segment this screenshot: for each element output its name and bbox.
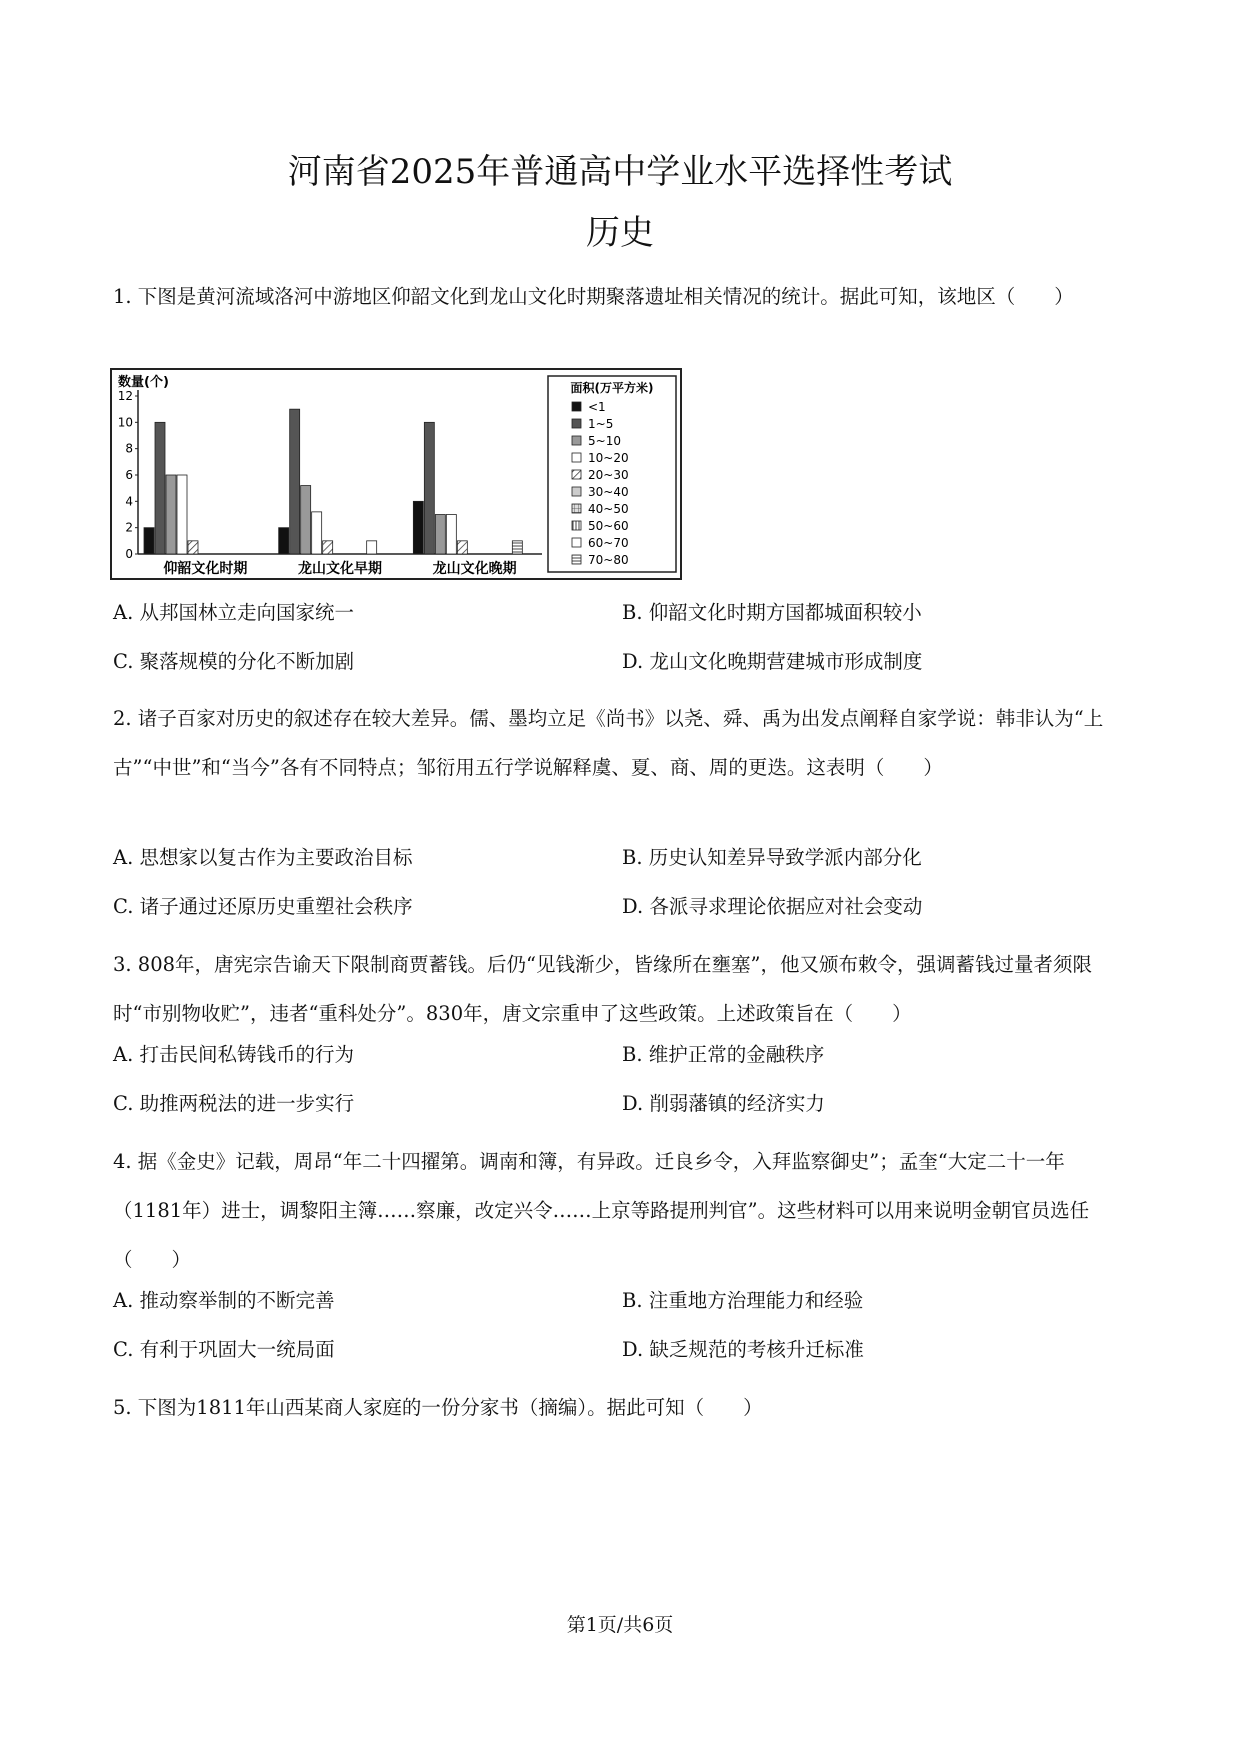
legend-swatch-9 <box>572 555 581 564</box>
bar-2-2 <box>435 515 445 555</box>
legend-swatch-2 <box>572 436 581 445</box>
legend-swatch-6 <box>572 504 581 513</box>
x-tick-label-0: 仰韶文化时期 <box>163 561 248 577</box>
bar-0-2 <box>166 475 176 554</box>
question-5-stem: 5. 下图为1811年山西某商人家庭的一份分家书（摘编）。据此可知（ ） <box>113 1396 763 1419</box>
q1-option-d[interactable]: D. 龙山文化晚期营建城市形成制度 <box>622 650 923 673</box>
y-tick-label-4: 8 <box>125 441 133 456</box>
q4-option-c[interactable]: C. 有利于巩固大一统局面 <box>113 1338 335 1361</box>
legend-label-4: 20~30 <box>588 468 629 482</box>
bar-2-1 <box>424 422 434 554</box>
q4-option-d[interactable]: D. 缺乏规范的考核升迁标准 <box>622 1338 864 1361</box>
bar-1-8 <box>367 541 377 554</box>
question-1-stem: 1. 下图是黄河流域洛河中游地区仰韶文化到龙山文化时期聚落遗址相关情况的统计。据此可知，该地区（ ） <box>113 285 1074 308</box>
question-4-stem: 4. 据《金史》记载，周昂“年二十四擢第。调南和簿，有异政。迁良乡令，入拜监察御史”；孟奎“大定二十一年（1181年）进士，调黎阳主簿……察廉，改定兴令……上京等路提刑判官”。这些材料可以用来说明金朝官员选任（ ） <box>113 1150 1090 1271</box>
bar-1-3 <box>312 512 322 554</box>
settlement-bar-chart <box>110 368 682 580</box>
legend-swatch-1 <box>572 419 581 428</box>
q3-option-c[interactable]: C. 助推两税法的进一步实行 <box>113 1092 355 1115</box>
legend-swatch-4 <box>572 470 581 479</box>
bar-0-4 <box>188 541 198 554</box>
bar-2-3 <box>446 515 456 555</box>
q2-option-a[interactable]: A. 思想家以复古作为主要政治目标 <box>113 846 413 869</box>
y-tick-label-6: 12 <box>117 389 133 403</box>
q2-option-b[interactable]: B. 历史认知差异导致学派内部分化 <box>622 846 922 869</box>
y-tick-label-3: 6 <box>125 468 133 482</box>
y-tick-label-2: 4 <box>125 494 133 509</box>
x-tick-label-2: 龙山文化晚期 <box>432 561 517 577</box>
q3-option-d[interactable]: D. 削弱藩镇的经济实力 <box>622 1092 825 1115</box>
bar-1-0 <box>279 528 289 554</box>
subject-title: 历史 <box>586 213 654 253</box>
legend-label-2: 5~10 <box>588 434 621 448</box>
legend-swatch-0 <box>572 402 581 411</box>
legend-swatch-8 <box>572 538 581 547</box>
y-tick-label-1: 2 <box>125 520 133 535</box>
y-tick-label-5: 10 <box>117 415 133 430</box>
legend-label-7: 50~60 <box>588 519 629 533</box>
bar-2-9 <box>512 541 522 554</box>
x-tick-label-1: 龙山文化早期 <box>298 561 382 577</box>
q4-option-a[interactable]: A. 推动察举制的不断完善 <box>113 1289 335 1312</box>
legend-label-6: 40~50 <box>588 502 629 516</box>
q1-option-b[interactable]: B. 仰韶文化时期方国都城面积较小 <box>622 601 922 624</box>
legend-title: 面积(万平方米) <box>570 381 654 395</box>
legend-swatch-3 <box>572 453 581 462</box>
legend-label-1: 1~5 <box>588 417 614 431</box>
q4-option-b[interactable]: B. 注重地方治理能力和经验 <box>622 1289 864 1312</box>
y-tick-label-0: 0 <box>125 547 133 561</box>
legend-label-0: <1 <box>588 400 606 414</box>
legend-swatch-7 <box>572 521 581 530</box>
bar-0-3 <box>177 475 187 554</box>
q1-option-a[interactable]: A. 从邦国林立走向国家统一 <box>113 601 354 624</box>
bar-1-2 <box>301 486 311 554</box>
legend-label-3: 10~20 <box>588 451 629 465</box>
q3-option-b[interactable]: B. 维护正常的金融秩序 <box>622 1043 825 1066</box>
bar-1-1 <box>290 409 300 554</box>
question-3-stem: 3. 808年，唐宪宗告谕天下限制商贾蓄钱。后仍“见钱渐少，皆缘所在壅塞”，他又颁布敕令，强调蓄钱过量者须限时“市别物收贮”，违者“重科处分”。830年，唐文宗重申了这些政策。上述政策旨在（ ） <box>113 953 1092 1025</box>
q1-option-c[interactable]: C. 聚落规模的分化不断加剧 <box>113 650 355 673</box>
legend-label-9: 70~80 <box>588 553 629 567</box>
legend-label-5: 30~40 <box>588 485 629 499</box>
question-2-stem: 2. 诸子百家对历史的叙述存在较大差异。儒、墨均立足《尚书》以尧、舜、禹为出发点阐释自家学说：韩非认为“上古”“中世”和“当今”各有不同特点；邹衍用五行学说解释虞、夏、商、周的更迭。这表明（ ） <box>113 707 1104 779</box>
exam-title: 河南省2025年普通高中学业水平选择性考试 <box>287 152 953 192</box>
bar-2-4 <box>457 541 467 554</box>
bar-0-1 <box>155 422 165 554</box>
bar-1-4 <box>323 541 333 554</box>
page-footer: 第1页/共6页 <box>566 1614 674 1636</box>
q3-option-a[interactable]: A. 打击民间私铸钱币的行为 <box>113 1043 354 1066</box>
legend-swatch-5 <box>572 487 581 496</box>
q2-option-c[interactable]: C. 诸子通过还原历史重塑社会秩序 <box>113 895 413 918</box>
q2-option-d[interactable]: D. 各派寻求理论依据应对社会变动 <box>622 895 923 918</box>
legend-label-8: 60~70 <box>588 536 629 550</box>
bar-0-0 <box>144 528 154 554</box>
y-axis-label: 数量(个) <box>118 375 169 390</box>
bar-2-0 <box>413 501 423 554</box>
